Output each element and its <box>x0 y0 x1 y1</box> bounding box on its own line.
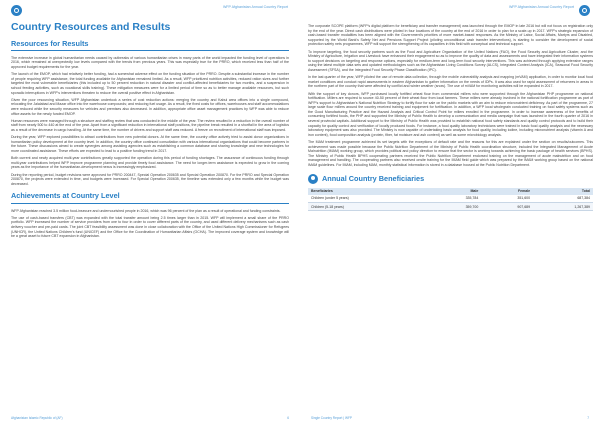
table-row <box>308 195 593 203</box>
paragraph: In the last quarter of the year, WFP piloted the use of remote data collection, through the mobile vulnerability analysis and mapping (mVAM) application, in order to monitor local food market conditions and conduct rapid assessments in eastern Afghanistan to gather information on the needs of IDPs. It was also used for rapid assessment of returnees in areas in the northern part of the country that were affected by conflict and winter weather (snow). The use of mVAM for monitoring activities will be expanded in 2017. <box>308 75 593 89</box>
page-number: 6 <box>287 416 289 420</box>
paragraph: During the reporting period, budget revisions were approved for PRRO 200447, Special Operation 200635 and Special Operation 200870. For the PRRO and Special Operation 200870, the projects were extended in time, and budgets were increased. For Special Operation 200635, the timeline was extended only a few months while the budget was decreased. <box>11 172 289 186</box>
paragraph: The extensive increase in global humanitarian needs caused by outbreaks of various humanitarian crises in many parts of the world impacted the funding level of operations in 2016, which remained at unexpectedly low levels compared with the trends from previous years. This was especially true for the PRRO, which received less than half of the approved budget requirements for the year. <box>11 55 289 70</box>
people-icon <box>308 174 318 184</box>
page-number: 7 <box>587 416 589 420</box>
running-header: WFP Afghanistan Annual Country Report <box>508 5 574 9</box>
column-header: Male <box>429 188 481 195</box>
table-cell: 359,700 <box>429 202 481 210</box>
heading-rule <box>11 50 289 51</box>
table-cell: 1,267,389 <box>533 202 593 210</box>
table-cell: 335,784 <box>429 195 481 203</box>
paragraph: The use of cash-based transfers (CBT) was expanded with the total transfer amount being 2.5 times larger than in 2015. WFP will implement a small share of the PRRO portfolio. WFP increased the number of service providers from one to four in order to cover different parts of the country, and used different delivery mechanisms such as cash delivery voucher and pre-paid cards. The joint CBT feasibility assessment was done in close collaboration with the Office of the United Nations High Commissioner for Refugees (UNHCR), the United Nations Children's fund (UNICEF) and the Office for the Coordination of Humanitarian Affairs (OCHA). The improved coverage system and knowledge will be a great asset to future CBT expansion in Afghanistan. <box>11 215 289 239</box>
beneficiaries-section-header <box>308 174 593 184</box>
column-header: Beneficiaries <box>308 188 429 195</box>
table-row <box>308 202 593 210</box>
left-content <box>11 22 289 241</box>
footer-country: Afghanistan Islamic Republic of (AF) <box>11 416 63 420</box>
running-header: WFP Afghanistan Annual Country Report <box>222 5 288 9</box>
wfp-logo-icon <box>579 5 590 16</box>
paragraph: Both current and newly acquired multi-year contributions greatly supported the operation during this period of funding shortages. The assurance of continuous funding through multi-year contributions helped WFP improve programme planning and provide timely food assistance. The need for longer-term assistance is expected to grow in the coming years as the importance of the humanitarian-development nexus is increasingly emphasized. <box>11 156 289 170</box>
table-cell: Children (5-18 years) <box>308 202 429 210</box>
table-cell: 907,689 <box>481 202 533 210</box>
table-cell: 687,384 <box>533 195 593 203</box>
paragraph: The MAM treatment programme achieved its set targets with the exceptions of default rate and the reasons for this are explained under the section on results/outcomes. This achievement was made possible because the Public Nutrition Department of the Ministry of Public Health coordination structure, included the Integrated Management of Acute Malnutrition (IMAM) working group, which provides political and policy direction to ensure that the sector is working towards achieving the basic package of health services (BPHS). The Ministry of Public Health BPHS cooperating partners received the Public Nutrition Department endorsed training on the management of acute malnutrition and on food management and handling. The cooperating partners also received onsite training for the IMAM field guide which was prepared by the IMAM working group based on the national IMAM guidelines. For IMAM, including MAM, monthly statistical information is stored in a database housed at the Public Nutrition Department. <box>308 140 593 167</box>
beneficiaries-table <box>308 188 593 212</box>
paragraph: Human resources were managed through a structure and staffing review that was conducted in the middle of the year. The review resulted in a reduction in the overall number of staff from nearly 500 to 440 at the end of the year. Apart from a significant reduction in international staff positions, the pipeline break resulted in a shortfall in the area of logistics as a result of the decrease in cargo handling. At the same time, the number of drivers and support staff was reduced. A freeze on recruitment of international staff was imposed. <box>11 118 289 132</box>
table-cell: Children (under 5 years) <box>308 195 429 203</box>
right-page <box>300 0 600 424</box>
table-cell: 351,600 <box>481 195 533 203</box>
achievements-heading: Achievements at Country Level <box>11 191 120 201</box>
beneficiaries-title: Annual Country Beneficiaries <box>322 174 425 184</box>
resources-heading: Resources for Results <box>11 38 89 48</box>
paragraph: With the support of key donors, WFP purchased locally fortified wheat flour from commercial millers who were supported through the Afghanistan PHP programme on national fortification. Millers are required to source 40-50 percent of their wheat flour from local farmers. These millers were already involved in the national fortification programme as part of WFP's support to Afghanistan's National Nutrition Strategy to fortify flour for sale on the public markets with an aim to reduce micronutrient deficiency. As part of the programme, 27 large scale flour millers around the country received training and equipment for fortification. In addition, a WFP local wholegrain conducted training on food safety systems such as the Good Manufacturing Practice and the Hazard Analysis and Critical Control Point for millers enrolled in the programme. In order to increase awareness of the benefits of consuming fortified foods, the PHP and supported the Ministry of Public Health to develop a communication and media campaign that was launched in the fourth quarter of 2016 in several provincial capitals. Additional support to the Ministry of Public Health was provided to establish national food safety standards and quality control protocols and to build their capacity for quality control and verification of locally produced foods. For instance, a food quality laboratory technicians were trained in basic food quality analysis and the necessary laboratory equipment was also provided. The Ministry is now capable of undertaking basic analysis for food quality, including iodine, including micronutrient analysis (vitamin A and iron content), food composition analysis (protein, fiber, fat moisture and ash content) as well as some microbiology analysis. <box>308 91 593 137</box>
right-content <box>308 24 593 211</box>
page-title: Country Resources and Results <box>11 21 171 33</box>
footer-report: Single Country Report | WFP <box>311 416 353 420</box>
paragraph: WFP Afghanistan reached 3.5 million food-insecure and undernourished people in 2016, which was 96 percent of the plan as a result of operational and funding constraints. <box>11 208 281 213</box>
column-header: Total <box>533 188 593 195</box>
paragraph: To improve targeting, the food security partners such as the Food and Agriculture Organization of the United Nations (FAO), the Food Security and Agriculture Cluster, and the Ministry of Agriculture, Irrigation and Livestock have enhanced their engagement so as to improve the quality of data and assessments and have integrated their information systems to support decisions on targeting and response options, especially for medium-term and long-term food security interventions. This was achieved through applying extensive ranges using the latest multiple data sets and updated methodologies such as the Afghanistan Living Conditions Survey (ALCS), Integrated Context Analysis (ICA), Seasonal Food Security Assessment (SFSA), and the Integrated Food Security Phase Classification (IPC). <box>308 49 593 72</box>
paragraph: The launch of the EMOP, which had relatively better funding, had a somewhat adverse effect on the funding situation of the PRRO. Despite a substantial increase in the number of people requiring WFP assistance, the total funding available for Afghanistan remained limited. As a result, WFP prioritized nutrition activities, reduced ration sizes and further targeted the most vulnerable beneficiaries (this included up to 50 percent reduction in natural disaster and conflict-affected beneficiaries for two months, and a suspension in school feeding activities, such as vocational skills training). These mitigation measures were for a limited period of time so as to better manage available resources, but such sporadic interruptions in WFP's interventions threaten to reduce the overall positive effect in Afghanistan. <box>11 72 289 95</box>
wfp-logo-icon <box>11 5 22 16</box>
table-header-row <box>308 188 593 195</box>
paragraph: The corporate SCOPE platform (WFP's digital platform for beneficiary and transfer management) was launched through the EMOP in late 2016 but will not focus on registration only by the end of the year. Direct cash distributions were piloted in four locations of the country at the end of 2016 in order to plan for a scale-up in 2017. WFP's strategic expansion of cash-based transfer modalities has been aligned with the Government's priorities of more market-based responses. As the Ministry of Labor, Social Affairs, Martyrs and Disabled, supported by the World Bank's Safety Net and Pensions Support Project (piloting unconditional cash transfer interventions), is starting to consider the development of social protection safety nets programmes, WFP will support the strengthening of its capacities in this field with conceptual and technical support. <box>308 24 593 47</box>
column-header: Female <box>481 188 533 195</box>
paragraph: Given the poor resourcing situation, WFP Afghanistan undertook a series of cost reduction actions: merging the country and Kabul area offices into a single compound, relocating the Jalalabad and Mazar office into the warehouse compounds; and reducing fuel usage. As a result, the fixed costs for offices, warehouses and staff accommodations were reduced while the security measures for vehicles and premises also decreased. In addition, appropriate office asset management practices by WFP was able to reduce office assets for the newly funded EMOP. <box>11 97 289 116</box>
paragraph: During the year, WFP explored possibilities to attract contributions from new potential donors. At the same time, the country office actively tried to assist donor organizations in humanitarian policy development at the country level. In addition, the country office continued consultation with various international organizations that could become partners in the future. These discussions aimed to create synergies among assisting agencies such as establishing a common database and sharing knowledge and new technologies for more coordinated assistance. These efforts are expected to lead to a positive funding trend in 2017. <box>11 135 289 153</box>
heading-rule <box>11 203 289 204</box>
